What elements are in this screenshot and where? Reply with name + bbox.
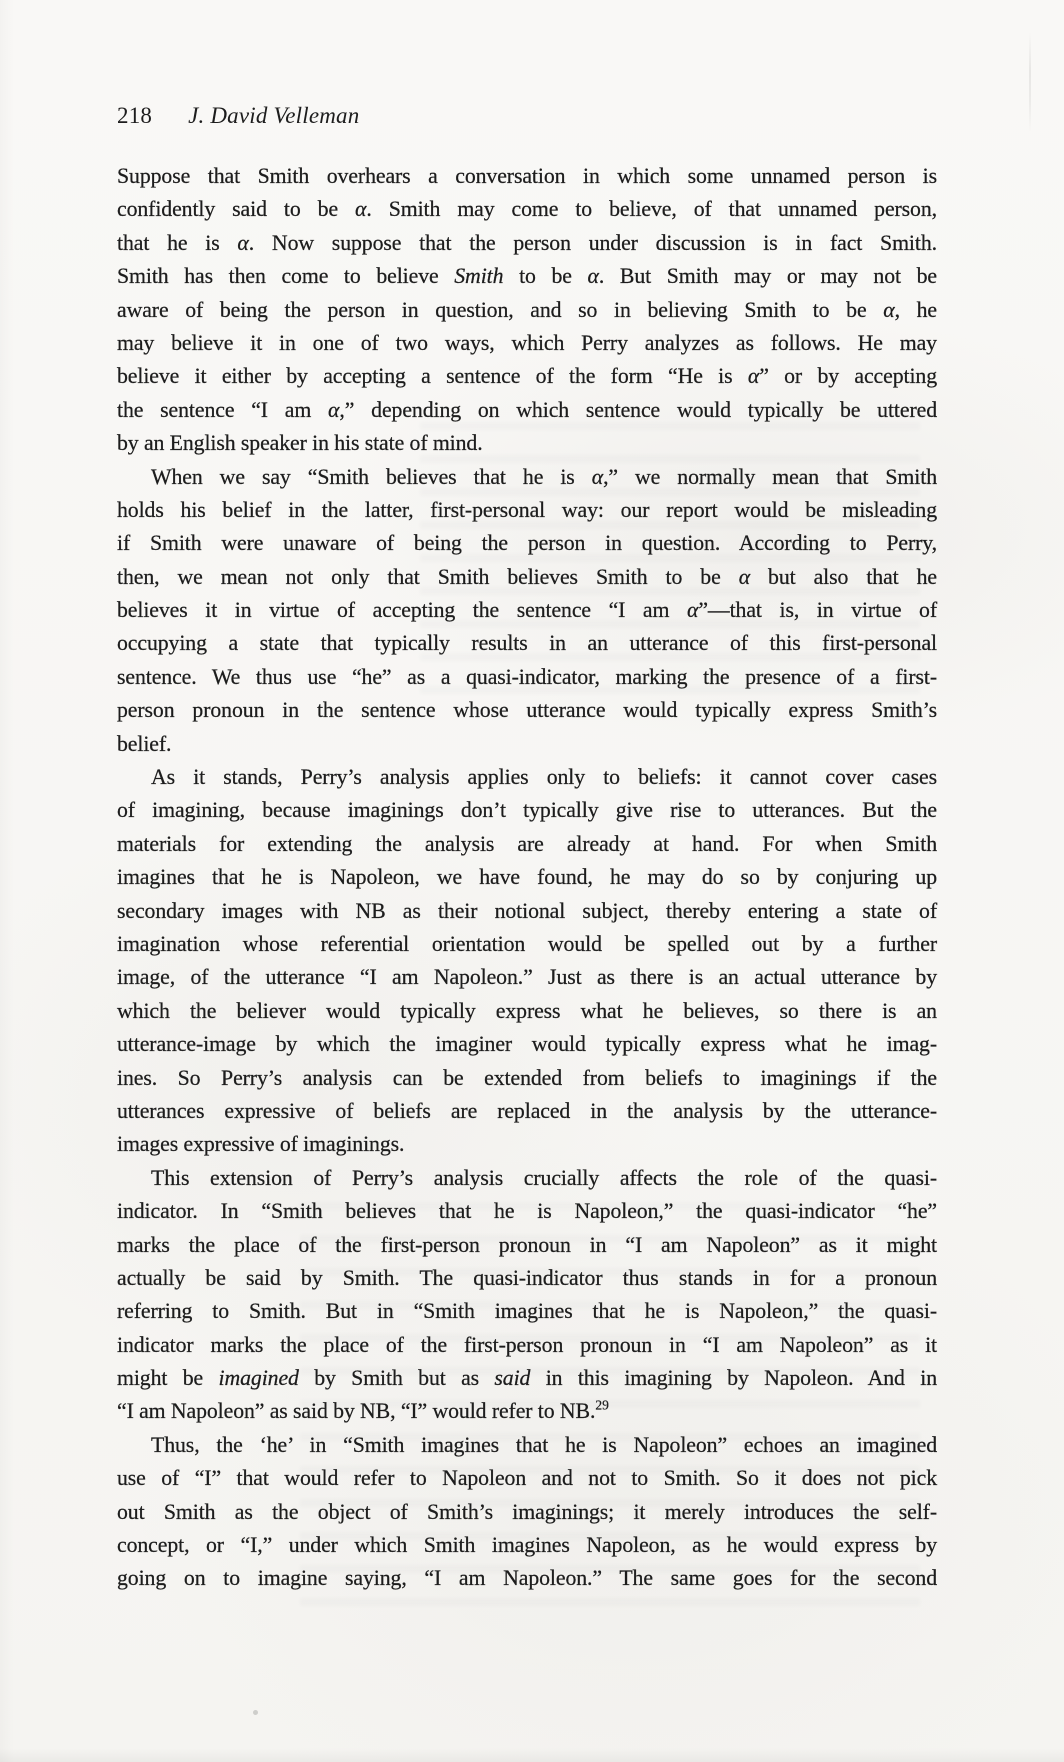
text-line: going on to imagine saying, “I am Napoleon.” The same goes for the second [117, 1566, 937, 1591]
text-line: then, we mean not only that Smith believes Smith to be α but also that he [117, 564, 937, 589]
text-line: person pronoun in the sentence whose utterance would typically express Smith’s [117, 698, 937, 723]
text-line: secondary images with NB as their notional subject, thereby entering a state of [117, 898, 937, 923]
scan-speck-artifact [253, 1710, 258, 1715]
text-line: Smith has then come to believe Smith to be α. But Smith may or may not be [117, 264, 937, 289]
paragraph [117, 461, 937, 762]
paragraph [117, 1162, 937, 1429]
text-line: belief. [117, 731, 172, 756]
paragraph [117, 1429, 937, 1596]
text-line: imagination whose referential orientation would be spelled out by a further [117, 931, 937, 956]
text-line: sentence. We thus use “he” as a quasi-indicator, marking the presence of a first- [117, 664, 937, 689]
text-line: might be imagined by Smith but as said in this imagining by Napoleon. And in [117, 1366, 937, 1391]
running-header [117, 103, 359, 129]
text-line: images expressive of imaginings. [117, 1132, 405, 1157]
text-line: materials for extending the analysis are already at hand. For when Smith [117, 831, 937, 856]
text-line: When we say “Smith believes that he is α,” we normally mean that Smith [151, 464, 937, 489]
running-head-author: J. David Velleman [188, 103, 360, 128]
text-line: believes it in virtue of accepting the sentence “I am α”—that is, in virtue of [117, 598, 937, 623]
text-line: of imagining, because imaginings don’t typically give rise to utterances. But the [117, 798, 937, 823]
text-line: occupying a state that typically results in an utterance of this first-personal [117, 631, 937, 656]
text-line: if Smith were unaware of being the person in question. According to Perry, [117, 531, 937, 556]
text-line: “I am Napoleon” as said by NB, “I” would refer to NB.$^{29}$ [117, 1398, 609, 1424]
text-line: indicator marks the place of the first-person pronoun in “I am Napoleon” as it [117, 1332, 937, 1357]
text-line: referring to Smith. But in “Smith imagines that he is Napoleon,” the quasi- [117, 1299, 937, 1324]
page-body-text [117, 160, 937, 1596]
paragraph [117, 761, 937, 1162]
text-line: which the believer would typically express what he believes, so there is an [117, 998, 937, 1023]
text-line: holds his belief in the latter, first-personal way: our report would be misleading [117, 497, 937, 522]
scan-edge-shadow [0, 1748, 1064, 1762]
text-line: utterance-image by which the imaginer would typically express what he imag- [117, 1032, 937, 1057]
text-line: This extension of Perry’s analysis crucially affects the role of the quasi- [151, 1165, 937, 1190]
text-line: confidently said to be α. Smith may come to believe, of that unnamed person, [117, 197, 938, 222]
text-line: aware of being the person in question, and so in believing Smith to be α, he [117, 297, 937, 322]
text-line: indicator. In “Smith believes that he is Napoleon,” the quasi-indicator “he” [117, 1199, 937, 1224]
text-line: image, of the utterance “I am Napoleon.” Just as there is an actual utterance by [117, 965, 937, 990]
text-line: use of “I” that would refer to Napoleon and not to Smith. So it does not pick [117, 1466, 937, 1491]
text-line: Thus, the ‘he’ in “Smith imagines that he is Napoleon” echoes an imagined [151, 1432, 937, 1457]
text-line: concept, or “I,” under which Smith imagines Napoleon, as he would express by [117, 1533, 937, 1558]
text-line: by an English speaker in his state of mind. [117, 431, 483, 456]
text-line: actually be said by Smith. The quasi-indicator thus stands in for a pronoun [117, 1265, 937, 1290]
page-number: 218 [117, 103, 153, 128]
text-line: utterances expressive of beliefs are replaced in the analysis by the utterance- [117, 1098, 937, 1123]
text-line: As it stands, Perry’s analysis applies only to beliefs: it cannot cover cases [151, 765, 937, 790]
text-line: out Smith as the object of Smith’s imaginings; it merely introduces the self- [117, 1499, 937, 1524]
text-line: marks the place of the first-person pronoun in “I am Napoleon” as it might [117, 1232, 937, 1257]
text-line: that he is α. Now suppose that the person under discussion is in fact Smith. [117, 230, 937, 255]
text-line: may believe it in one of two ways, which Perry analyzes as follows. He may [117, 330, 937, 355]
paragraph [117, 160, 937, 461]
text-line: Suppose that Smith overhears a conversation in which some unnamed person is [117, 164, 937, 188]
text-line: ines. So Perry’s analysis can be extended from beliefs to imaginings if the [117, 1065, 937, 1090]
text-line: the sentence “I am α,” depending on which sentence would typically be uttered [117, 397, 937, 422]
scan-crease-artifact [1029, 32, 1031, 132]
text-line: believe it either by accepting a sentence of the form “He is α” or by accepting [117, 364, 938, 389]
text-line: imagines that he is Napoleon, we have found, he may do so by conjuring up [117, 865, 937, 890]
